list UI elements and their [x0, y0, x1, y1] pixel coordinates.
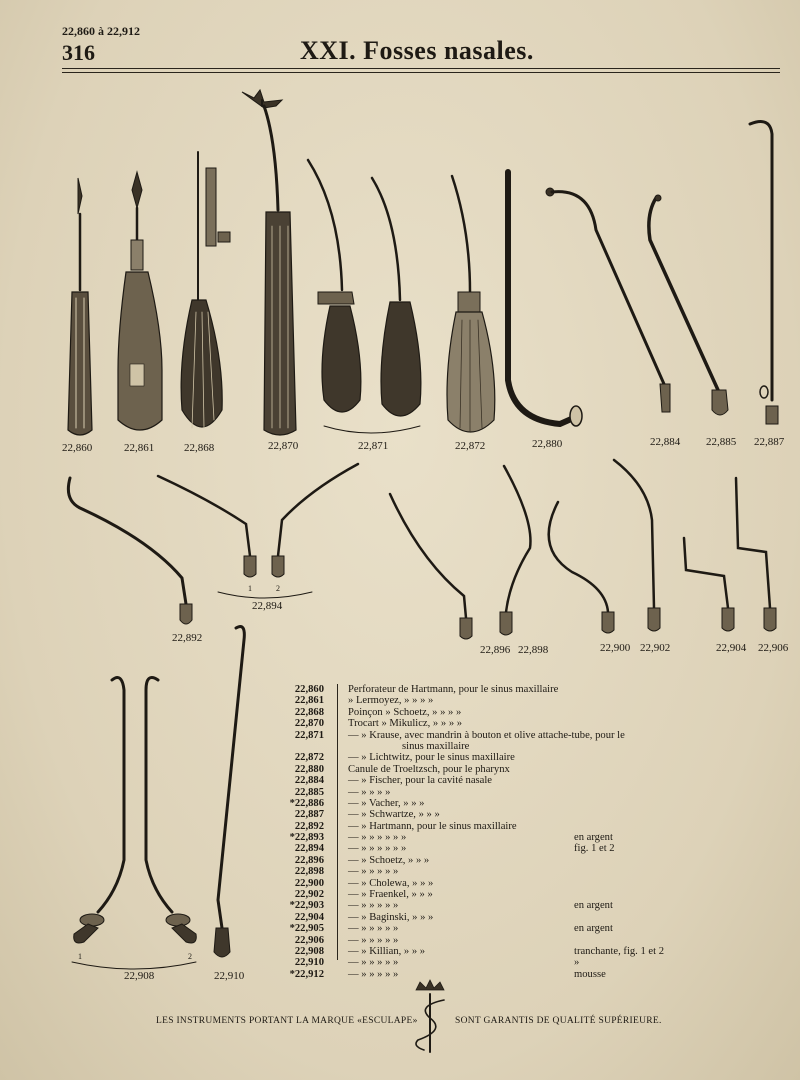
index-row	[262, 798, 742, 809]
index-description: — » Lichtwitz, pour le sinus maxillaire	[348, 752, 515, 764]
index-number: 22,900	[294, 877, 324, 889]
index-description: — » » » » »	[348, 866, 399, 878]
page-number: 316	[62, 40, 95, 65]
index-row	[262, 912, 742, 923]
index-number: 22,904	[294, 911, 324, 923]
canule-baginski-2-illustration	[736, 478, 776, 631]
index-number: 22,885	[294, 786, 324, 798]
index-description: — » » » »	[348, 786, 391, 798]
canule-fischer-2-illustration	[649, 195, 728, 415]
figure-sub-label: 2	[188, 952, 192, 961]
index-number: 22,887	[294, 809, 324, 821]
index-number: *22,905	[289, 923, 324, 935]
index-note: en argent	[574, 923, 613, 935]
index-description: — » » » » » »	[348, 843, 407, 855]
index-number: 22,868	[294, 706, 324, 718]
index-row	[262, 969, 742, 980]
index-number: *22,903	[289, 900, 324, 912]
index-number: 22,910	[294, 957, 324, 969]
canule-schwartze-illustration	[750, 122, 778, 424]
index-description: — » Fischer, pour la cavité nasale	[348, 775, 493, 787]
index-description: — » Killian, » » »	[348, 945, 426, 957]
index-row	[262, 866, 742, 877]
esculape-emblem-illustration	[416, 980, 444, 1052]
footer-left-text: LES INSTRUMENTS PORTANT LA MARQUE «ESCULAPE»	[156, 1016, 418, 1026]
index-description: — » » » » »	[348, 900, 399, 912]
index-row	[262, 787, 742, 798]
index-note: tranchante, fig. 1 et 2	[574, 945, 665, 957]
index-row	[262, 832, 742, 843]
index-note: en argent	[574, 832, 613, 844]
index-row	[262, 718, 742, 729]
figure-label: 22,887	[754, 436, 785, 448]
figure-label: 22,880	[532, 438, 563, 450]
index-note: mousse	[574, 968, 606, 980]
index-row	[262, 935, 742, 946]
perforator-hartmann-illustration	[68, 178, 92, 435]
figure-label: 22,900	[600, 642, 631, 654]
index-number: 22,892	[294, 820, 324, 832]
canule-schoetz-illustration	[390, 494, 472, 639]
index-description: — » Vacher, » » »	[348, 797, 425, 809]
index-row	[262, 855, 742, 866]
index-row	[262, 957, 742, 968]
index-description: Canule de Troeltzsch, pour le pharynx	[348, 763, 510, 775]
index-row	[262, 730, 742, 741]
figure-label: 22,898	[518, 644, 549, 656]
index-description: — » Schwartze, » » »	[348, 809, 440, 821]
index-number: 22,872	[294, 752, 324, 764]
index-description: — » » » » » »	[348, 832, 407, 844]
index-description: Poinçon » Schoetz, » » » »	[348, 706, 462, 718]
figure-label: 22,861	[124, 442, 155, 454]
index-row	[262, 741, 742, 752]
canule-baginski-illustration	[684, 538, 734, 631]
index-number: 22,880	[294, 763, 324, 775]
figure-label: 22,871	[358, 440, 389, 452]
index-number: 22,896	[294, 854, 324, 866]
canule-killian-2-illustration	[214, 627, 244, 958]
index-row	[262, 752, 742, 763]
canule-fraenkel-illustration	[614, 460, 660, 631]
index-number: 22,898	[294, 866, 324, 878]
index-description: — » Schoetz, » » »	[348, 854, 430, 866]
index-row	[262, 707, 742, 718]
index-note: »	[574, 957, 580, 969]
index-description: — » Krause, avec mandrin à bouton et olive attache-tube, pour le	[348, 729, 625, 741]
index-row	[262, 809, 742, 820]
trocart-lichtwitz-illustration	[447, 176, 495, 432]
index-number: 22,906	[294, 934, 324, 946]
figure-sub-label: 1	[78, 952, 82, 961]
index-row	[262, 946, 742, 957]
index-number: 22,860	[294, 684, 324, 695]
index-row	[262, 684, 742, 695]
perforator-lermoyez-illustration	[118, 172, 162, 430]
index-row	[262, 889, 742, 900]
index-row	[262, 821, 742, 832]
index-description: sinus maxillaire	[402, 740, 470, 752]
index-number: *22,886	[289, 797, 324, 809]
index-number: 22,902	[294, 889, 324, 901]
canule-hartmann-pair-illustration	[158, 464, 358, 598]
figure-sub-label: 1	[248, 584, 252, 593]
index-note: fig. 1 et 2	[574, 843, 615, 855]
index-number: *22,912	[289, 968, 324, 980]
figure-label: 22,892	[172, 632, 203, 644]
index-row	[262, 923, 742, 934]
index-description: Perforateur de Hartmann, pour le sinus maxillaire	[348, 684, 559, 695]
index-description: Trocart » Mikulicz, » » » »	[348, 718, 463, 730]
index-number: 22,884	[294, 775, 324, 787]
index-description: — » Cholewa, » » »	[348, 877, 434, 889]
index-description: — » Fraenkel, » » »	[348, 889, 433, 901]
index-description: — » » » » »	[348, 957, 399, 969]
index-description: — » » » » »	[348, 923, 399, 935]
figure-label: 22,860	[62, 442, 93, 454]
index-row	[262, 878, 742, 889]
figure-label: 22,885	[706, 436, 737, 448]
index-description: » Lermoyez, » » » »	[348, 695, 434, 707]
footer-right-text: SONT GARANTIS DE QUALITÉ SUPÉRIEURE.	[455, 1016, 662, 1026]
index-number: 22,870	[294, 718, 324, 730]
figure-label: 22,904	[716, 642, 747, 654]
figure-label: 22,906	[758, 642, 789, 654]
trocart-krause-illustration	[308, 160, 421, 433]
poincon-schoetz-illustration	[181, 152, 230, 428]
index-number: 22,871	[294, 729, 324, 741]
index-row	[262, 843, 742, 854]
page-title: XXI. Fosses nasales.	[300, 36, 534, 65]
index-description: — » » » » »	[348, 968, 399, 980]
figure-label: 22,884	[650, 436, 681, 448]
index-description: — » Hartmann, pour le sinus maxillaire	[348, 820, 517, 832]
index-row	[262, 775, 742, 786]
figure-label: 22,908	[124, 970, 155, 982]
index-number: 22,908	[294, 945, 324, 957]
figure-label: 22,872	[455, 440, 486, 452]
canule-schoetz-2-illustration	[500, 466, 530, 635]
figure-label: 22,910	[214, 970, 245, 982]
figure-label: 22,896	[480, 644, 511, 656]
canule-killian-pair-illustration	[72, 678, 196, 969]
index-note: en argent	[574, 900, 613, 912]
index-description: — » Baginski, » » »	[348, 911, 434, 923]
instrument-index	[262, 684, 742, 980]
canule-hartmann-illustration	[68, 478, 192, 624]
canule-troeltzsch-illustration	[508, 172, 582, 426]
index-description: — » » » » »	[348, 934, 399, 946]
index-row	[262, 900, 742, 911]
item-range: 22,860 à 22,912	[62, 24, 140, 38]
index-row	[262, 764, 742, 775]
figure-label: 22,868	[184, 442, 215, 454]
index-row	[262, 695, 742, 706]
figure-label: 22,870	[268, 440, 299, 452]
index-number: 22,894	[294, 843, 324, 855]
canule-cholewa-illustration	[549, 502, 614, 633]
figure-label: 22,902	[640, 642, 671, 654]
trocart-mikulicz-illustration	[242, 90, 296, 435]
figure-label: 22,894	[252, 600, 283, 612]
index-number: 22,861	[294, 695, 324, 707]
figure-sub-label: 2	[276, 584, 280, 593]
index-number: *22,893	[289, 832, 324, 844]
canule-fischer-illustration	[546, 188, 670, 412]
